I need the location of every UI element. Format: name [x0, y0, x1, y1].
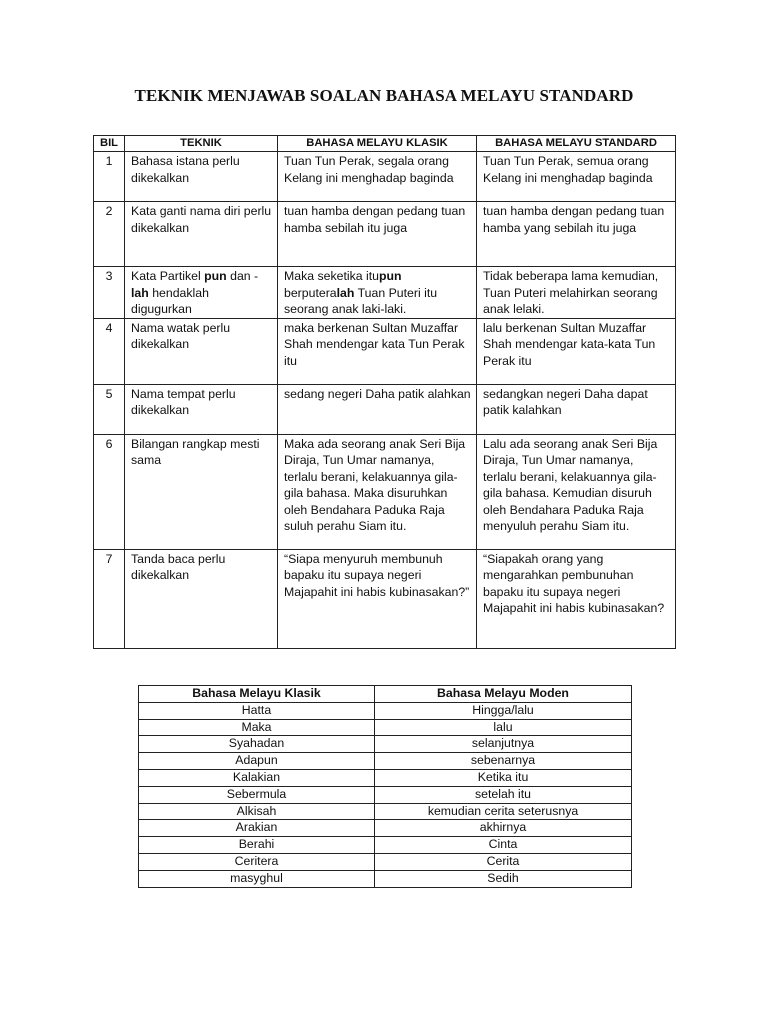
table-row	[94, 434, 676, 549]
cell-standard: sedangkan negeri Daha dapat patik kalahkan	[477, 384, 676, 434]
page-title: TEKNIK MENJAWAB SOALAN BAHASA MELAYU STANDARD	[134, 86, 634, 105]
vocabulary-table	[138, 685, 632, 888]
header-klasik: Bahasa Melayu Klasik	[139, 686, 375, 703]
table-row	[139, 753, 632, 770]
header-moden: Bahasa Melayu Moden	[375, 686, 632, 703]
cell-teknik: Nama watak perlu dikekalkan	[125, 318, 278, 384]
cell-moden: sebenarnya	[375, 753, 632, 770]
text-part: dan -	[226, 269, 259, 283]
cell-moden: kemudian cerita seterusnya	[375, 803, 632, 820]
table-row	[139, 803, 632, 820]
cell-klasik: Kalakian	[139, 769, 375, 786]
cell-klasik: Maka ada seorang anak Seri Bija Diraja, Tun Umar namanya, terlalu berani, kelakuannya gila-gila bahasa. Maka disuruhkan oleh Bendahara Paduka Raja suluh perahu Siam itu.	[278, 434, 477, 549]
table-row	[94, 318, 676, 384]
cell-klasik: Syahadan	[139, 736, 375, 753]
cell-klasik: Tuan Tun Perak, segala orang Kelang ini menghadap baginda	[278, 152, 477, 202]
header-bil: BIL	[94, 136, 125, 152]
cell-standard: Tuan Tun Perak, semua orang Kelang ini menghadap baginda	[477, 152, 676, 202]
table-row	[139, 837, 632, 854]
cell-standard: “Siapakah orang yang mengarahkan pembunuhan bapaku itu supaya negeri Majapahit ini habis kubinasakan?	[477, 549, 676, 648]
table-row	[139, 736, 632, 753]
cell-standard: lalu berkenan Sultan Muzaffar Shah mendengar kata-kata Tun Perak itu	[477, 318, 676, 384]
cell-standard: Tidak beberapa lama kemudian, Tuan Puteri melahirkan seorang anak lelaki.	[477, 267, 676, 319]
table-row	[94, 267, 676, 319]
particle-pun: pun	[379, 269, 402, 283]
cell-bil: 3	[94, 267, 125, 319]
cell-bil: 4	[94, 318, 125, 384]
cell-moden: Ketika itu	[375, 769, 632, 786]
table-row	[94, 549, 676, 648]
cell-klasik: Hatta	[139, 702, 375, 719]
cell-standard: Lalu ada seorang anak Seri Bija Diraja, Tun Umar namanya, terlalu berani, kelakuannya gila-gila bahasa. Kemudian disuruh oleh Bendahara Paduka Raja menyuluh perahu Siam itu.	[477, 434, 676, 549]
cell-bil: 7	[94, 549, 125, 648]
table-row	[94, 152, 676, 202]
table-row	[94, 202, 676, 267]
text-part: berputera	[284, 285, 337, 300]
text-part: Kata Partikel	[131, 269, 205, 283]
technique-table	[93, 135, 676, 649]
cell-teknik: Kata ganti nama diri perlu dikekalkan	[125, 202, 278, 267]
table-row	[139, 870, 632, 887]
vocabulary-header-row	[139, 686, 632, 703]
cell-moden: Cerita	[375, 853, 632, 870]
cell-bil: 6	[94, 434, 125, 549]
table-row	[139, 853, 632, 870]
text-part: hendaklah digugurkan	[131, 285, 209, 316]
table-row	[139, 769, 632, 786]
cell-teknik: Nama tempat perlu dikekalkan	[125, 384, 278, 434]
cell-moden: Sedih	[375, 870, 632, 887]
cell-teknik	[125, 267, 278, 319]
particle-lah: lah	[336, 285, 355, 300]
cell-klasik: Sebermula	[139, 786, 375, 803]
cell-klasik: Berahi	[139, 837, 375, 854]
cell-klasik: Arakian	[139, 820, 375, 837]
cell-klasik: masyghul	[139, 870, 375, 887]
particle-lah: lah	[131, 285, 149, 300]
cell-klasik: Adapun	[139, 753, 375, 770]
cell-moden: Cinta	[375, 837, 632, 854]
cell-moden: lalu	[375, 719, 632, 736]
cell-bil: 5	[94, 384, 125, 434]
text-part: Tuan Puteri itu seorang anak laki-laki.	[284, 285, 438, 316]
table-row	[139, 786, 632, 803]
cell-teknik: Bahasa istana perlu dikekalkan	[125, 152, 278, 202]
cell-bil: 1	[94, 152, 125, 202]
cell-klasik: Ceritera	[139, 853, 375, 870]
cell-teknik: Tanda baca perlu dikekalkan	[125, 549, 278, 648]
cell-bil: 2	[94, 202, 125, 267]
header-teknik: TEKNIK	[125, 136, 278, 152]
cell-klasik: “Siapa menyuruh membunuh bapaku itu supaya negeri Majapahit ini habis kubinasakan?”	[278, 549, 477, 648]
cell-moden: selanjutnya	[375, 736, 632, 753]
header-klasik: BAHASA MELAYU KLASIK	[278, 136, 477, 152]
cell-klasik	[278, 267, 477, 319]
cell-klasik: Alkisah	[139, 803, 375, 820]
cell-klasik: Maka	[139, 719, 375, 736]
text-part: Maka seketika itu	[284, 269, 380, 283]
cell-klasik: sedang negeri Daha patik alahkan	[278, 384, 477, 434]
cell-moden: akhirnya	[375, 820, 632, 837]
cell-teknik: Bilangan rangkap mesti sama	[125, 434, 278, 549]
technique-table-header-row	[94, 136, 676, 152]
table-row	[139, 719, 632, 736]
table-row	[139, 702, 632, 719]
cell-klasik: tuan hamba dengan pedang tuan hamba sebilah itu juga	[278, 202, 477, 267]
cell-standard: tuan hamba dengan pedang tuan hamba yang sebilah itu juga	[477, 202, 676, 267]
cell-moden: setelah itu	[375, 786, 632, 803]
table-row	[139, 820, 632, 837]
particle-pun: pun	[204, 269, 227, 283]
cell-klasik: maka berkenan Sultan Muzaffar Shah mendengar kata Tun Perak itu	[278, 318, 477, 384]
cell-moden: Hingga/lalu	[375, 702, 632, 719]
header-standard: BAHASA MELAYU STANDARD	[477, 136, 676, 152]
table-row	[94, 384, 676, 434]
